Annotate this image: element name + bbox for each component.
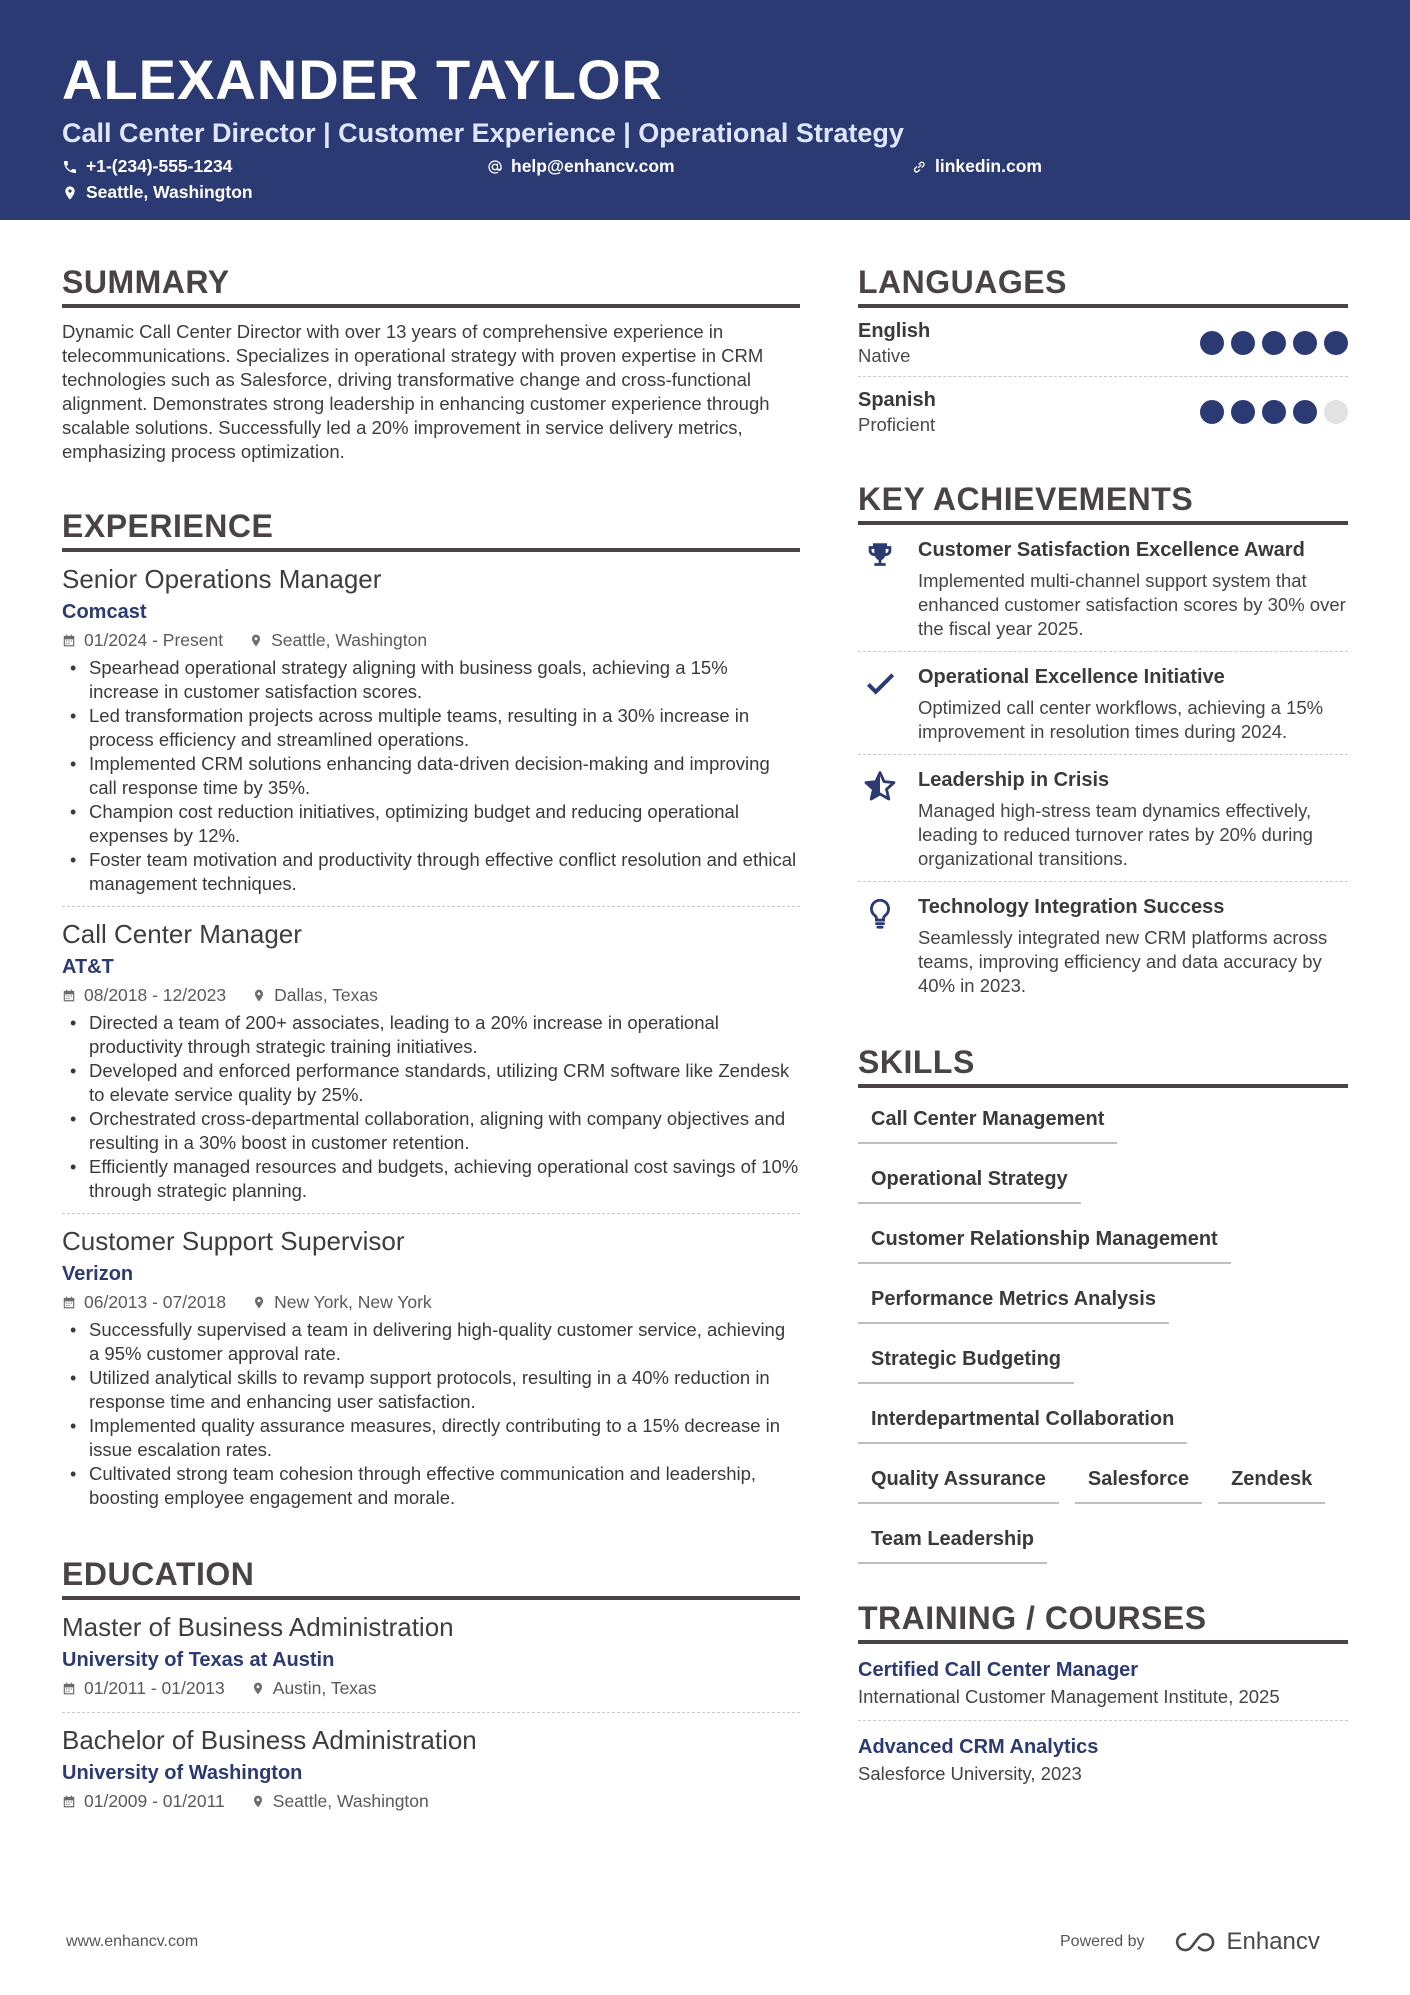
dates-text: 01/2024 - Present — [84, 630, 224, 650]
achievement-entry — [858, 755, 1348, 882]
education-location — [251, 1789, 429, 1813]
phone-text: +1-(234)-555-1234 — [86, 156, 233, 176]
language-level: Native — [858, 345, 911, 366]
language-rating — [1200, 400, 1348, 424]
contact-info — [62, 156, 1348, 216]
education-entry — [62, 1600, 800, 1713]
job-meta — [62, 628, 800, 652]
bullet-item: • Foster team motivation and productivity through effective conflict resolution and ethical management techniques. — [62, 848, 800, 896]
job-dates — [62, 983, 226, 1007]
contact-phone[interactable] — [62, 156, 232, 177]
education-meta — [62, 1676, 800, 1700]
location-pin-icon — [251, 1794, 265, 1809]
brand-name: Enhancv — [1226, 1928, 1320, 1955]
rating-dot — [1293, 400, 1317, 424]
degree-title: Bachelor of Business Administration — [62, 1725, 477, 1755]
lightbulb-icon — [863, 896, 897, 930]
language-entry — [858, 308, 1348, 377]
training-section — [858, 1598, 1348, 1797]
course-title: Advanced CRM Analytics — [858, 1736, 1099, 1758]
job-entry — [62, 1214, 800, 1520]
school-name: University of Washington — [62, 1762, 303, 1784]
skill-tag: Strategic Budgeting — [858, 1346, 1074, 1384]
job-bullets — [62, 1011, 800, 1203]
linkedin-text: linkedin.com — [935, 156, 1042, 176]
skill-tag: Call Center Management — [858, 1106, 1117, 1144]
rating-dot — [1324, 331, 1348, 355]
skill-tag: Salesforce — [1075, 1466, 1202, 1504]
education-section — [62, 1554, 800, 1825]
section-title: EDUCATION — [62, 1554, 800, 1600]
rating-dot — [1231, 400, 1255, 424]
skill-tag: Team Leadership — [858, 1526, 1047, 1564]
skills-section — [858, 1042, 1348, 1564]
job-dates — [62, 1290, 226, 1314]
rating-dot — [1324, 400, 1348, 424]
job-entry — [62, 552, 800, 907]
course-entry — [858, 1721, 1348, 1797]
left-column — [62, 262, 800, 1859]
job-title: Customer Support Supervisor — [62, 1226, 405, 1256]
contact-linkedin[interactable] — [911, 156, 1042, 177]
achievement-title: Customer Satisfaction Excellence Award — [918, 539, 1305, 561]
rating-dot — [1200, 331, 1224, 355]
bullet-item: • Champion cost reduction initiatives, optimizing budget and reducing operational expenses by 12%. — [62, 800, 800, 848]
achievement-title: Technology Integration Success — [918, 896, 1225, 918]
achievement-entry — [858, 652, 1348, 755]
school-name: University of Texas at Austin — [62, 1649, 335, 1671]
phone-icon — [62, 159, 78, 175]
job-entry — [62, 907, 800, 1214]
at-sign-icon — [487, 159, 503, 175]
powered-by-label: Powered by — [1060, 1933, 1145, 1950]
section-title: TRAINING / COURSES — [858, 1598, 1348, 1644]
skill-tag: Zendesk — [1218, 1466, 1325, 1504]
dates-text: 06/2013 - 07/2018 — [84, 1292, 227, 1312]
achievement-entry — [858, 882, 1348, 1008]
contact-email[interactable] — [487, 156, 675, 177]
bullet-item: • Directed a team of 200+ associates, leading to a 20% increase in operational productivity through strategic training initiatives. — [62, 1011, 800, 1059]
bullet-item: • Implemented CRM solutions enhancing data-driven decision-making and improving call response time by 35%. — [62, 752, 800, 800]
location-text: New York, New York — [274, 1292, 432, 1312]
skill-tag: Operational Strategy — [858, 1166, 1081, 1204]
company-name: AT&T — [62, 956, 114, 978]
course-entry — [858, 1644, 1348, 1721]
candidate-name: ALEXANDER TAYLOR — [62, 48, 663, 111]
calendar-icon — [62, 1681, 76, 1696]
job-dates — [62, 628, 223, 652]
skill-tag: Quality Assurance — [858, 1466, 1059, 1504]
course-desc: Salesforce University, 2023 — [858, 1763, 1082, 1784]
achievements-section — [858, 479, 1348, 1008]
rating-dot — [1262, 331, 1286, 355]
language-level: Proficient — [858, 414, 936, 435]
achievement-desc: Managed high-stress team dynamics effectively, leading to reduced turnover rates by 20% during organizational transitions. — [918, 800, 1313, 869]
job-location — [252, 983, 378, 1007]
job-title: Call Center Manager — [62, 919, 302, 949]
location-text: Seattle, Washington — [272, 1791, 429, 1811]
achievement-desc: Optimized call center workflows, achieving a 15% improvement in resolution times during 2024. — [918, 697, 1324, 742]
bullet-item: • Utilized analytical skills to revamp support protocols, resulting in a 40% reduction in response time and enhancing user satisfaction. — [62, 1366, 800, 1414]
location-pin-icon — [249, 633, 263, 648]
resume-header — [0, 0, 1410, 220]
link-icon — [911, 159, 927, 175]
calendar-icon — [62, 988, 76, 1003]
education-meta — [62, 1789, 800, 1813]
enhancv-logo-icon — [1171, 1929, 1219, 1955]
job-meta — [62, 1290, 800, 1314]
section-title: EXPERIENCE — [62, 506, 800, 552]
degree-title: Master of Business Administration — [62, 1612, 454, 1642]
achievement-entry — [858, 525, 1348, 652]
section-title: SKILLS — [858, 1042, 1348, 1088]
section-title: KEY ACHIEVEMENTS — [858, 479, 1348, 525]
achievement-title: Operational Excellence Initiative — [918, 666, 1225, 688]
bullet-item: • Developed and enforced performance standards, utilizing CRM software like Zendesk to elevate service quality by 25%. — [62, 1059, 800, 1107]
education-location — [251, 1676, 377, 1700]
trophy-icon — [863, 539, 897, 573]
section-title: LANGUAGES — [858, 262, 1348, 308]
checkmark-icon — [863, 666, 897, 700]
rating-dot — [1293, 331, 1317, 355]
location-text: Seattle, Washington — [271, 630, 428, 650]
location-text: Seattle, Washington — [86, 182, 253, 202]
location-text: Dallas, Texas — [274, 985, 378, 1005]
languages-section — [858, 262, 1348, 445]
skill-tag: Performance Metrics Analysis — [858, 1286, 1169, 1324]
summary-text: Dynamic Call Center Director with over 13 years of comprehensive experience in telecommunications. Specializes in operational strategy with proven expertise in CRM technologies such as Salesforce, driving transformative change and cross-functional alignment. Demonstrates strong leadership in enhancing customer experience through scalable solutions. Successfully led a 20% improvement in service delivery metrics, emphasizing process optimization. — [62, 321, 770, 462]
rating-dot — [1200, 400, 1224, 424]
location-pin-icon — [251, 1681, 265, 1696]
skills-list — [858, 1106, 1328, 1564]
education-dates — [62, 1676, 225, 1700]
language-name: English — [858, 320, 931, 342]
experience-section — [62, 506, 800, 1520]
job-location — [249, 628, 427, 652]
achievement-title: Leadership in Crisis — [918, 769, 1110, 791]
section-title: SUMMARY — [62, 262, 800, 308]
job-location — [252, 1290, 432, 1314]
education-dates — [62, 1789, 225, 1813]
skill-tag: Customer Relationship Management — [858, 1226, 1231, 1264]
achievement-desc: Seamlessly integrated new CRM platforms across teams, improving efficiency and data accuracy by 40% in 2023. — [918, 927, 1328, 996]
right-column — [858, 262, 1348, 1831]
bullet-item: • Led transformation projects across multiple teams, resulting in a 30% increase in process efficiency and streamlined operations. — [62, 704, 800, 752]
calendar-icon — [62, 1794, 76, 1809]
dates-text: 08/2018 - 12/2023 — [84, 985, 227, 1005]
bullet-item: • Cultivated strong team cohesion through effective communication and leadership, boosting employee engagement and morale. — [62, 1462, 800, 1510]
summary-section — [62, 262, 800, 464]
education-entry — [62, 1713, 800, 1825]
job-meta — [62, 983, 800, 1007]
job-title: Senior Operations Manager — [62, 564, 382, 594]
bullet-item: • Spearhead operational strategy aligning with business goals, achieving a 15% increase in customer satisfaction scores. — [62, 656, 800, 704]
company-name: Verizon — [62, 1263, 134, 1285]
powered-by — [1060, 1928, 1320, 1956]
brand-logo[interactable] — [1171, 1928, 1320, 1956]
location-pin-icon — [252, 988, 266, 1003]
company-name: Comcast — [62, 601, 147, 623]
location-pin-icon — [62, 185, 78, 201]
achievement-desc: Implemented multi-channel support system that enhanced customer satisfaction scores by 30% over the fiscal year 2025. — [918, 570, 1346, 639]
calendar-icon — [62, 633, 76, 648]
job-bullets — [62, 1318, 800, 1510]
star-icon — [863, 769, 897, 803]
email-text: help@enhancv.com — [511, 156, 675, 176]
language-entry — [858, 377, 1348, 445]
course-title: Certified Call Center Manager — [858, 1659, 1139, 1681]
job-bullets — [62, 656, 800, 896]
language-name: Spanish — [858, 389, 936, 411]
dates-text: 01/2011 - 01/2013 — [84, 1678, 225, 1698]
location-pin-icon — [252, 1295, 266, 1310]
skill-tag: Interdepartmental Collaboration — [858, 1406, 1187, 1444]
dates-text: 01/2009 - 01/2011 — [84, 1791, 225, 1811]
language-rating — [1200, 331, 1348, 355]
rating-dot — [1231, 331, 1255, 355]
calendar-icon — [62, 1295, 76, 1310]
bullet-item: • Implemented quality assurance measures, directly contributing to a 15% decrease in issue escalation rates. — [62, 1414, 800, 1462]
bullet-item: • Orchestrated cross-departmental collaboration, aligning with company objectives and resulting in a 30% boost in customer retention. — [62, 1107, 800, 1155]
bullet-item: • Successfully supervised a team in delivering high-quality customer service, achieving a 95% customer approval rate. — [62, 1318, 800, 1366]
footer-url[interactable]: www.enhancv.com — [66, 1933, 199, 1950]
rating-dot — [1262, 400, 1286, 424]
candidate-tagline: Call Center Director | Customer Experience | Operational Strategy — [62, 118, 904, 148]
course-desc: International Customer Management Institute, 2025 — [858, 1686, 1280, 1707]
bullet-item: • Efficiently managed resources and budgets, achieving operational cost savings of 10% through strategic planning. — [62, 1155, 800, 1203]
contact-location — [62, 182, 253, 203]
location-text: Austin, Texas — [272, 1678, 377, 1698]
